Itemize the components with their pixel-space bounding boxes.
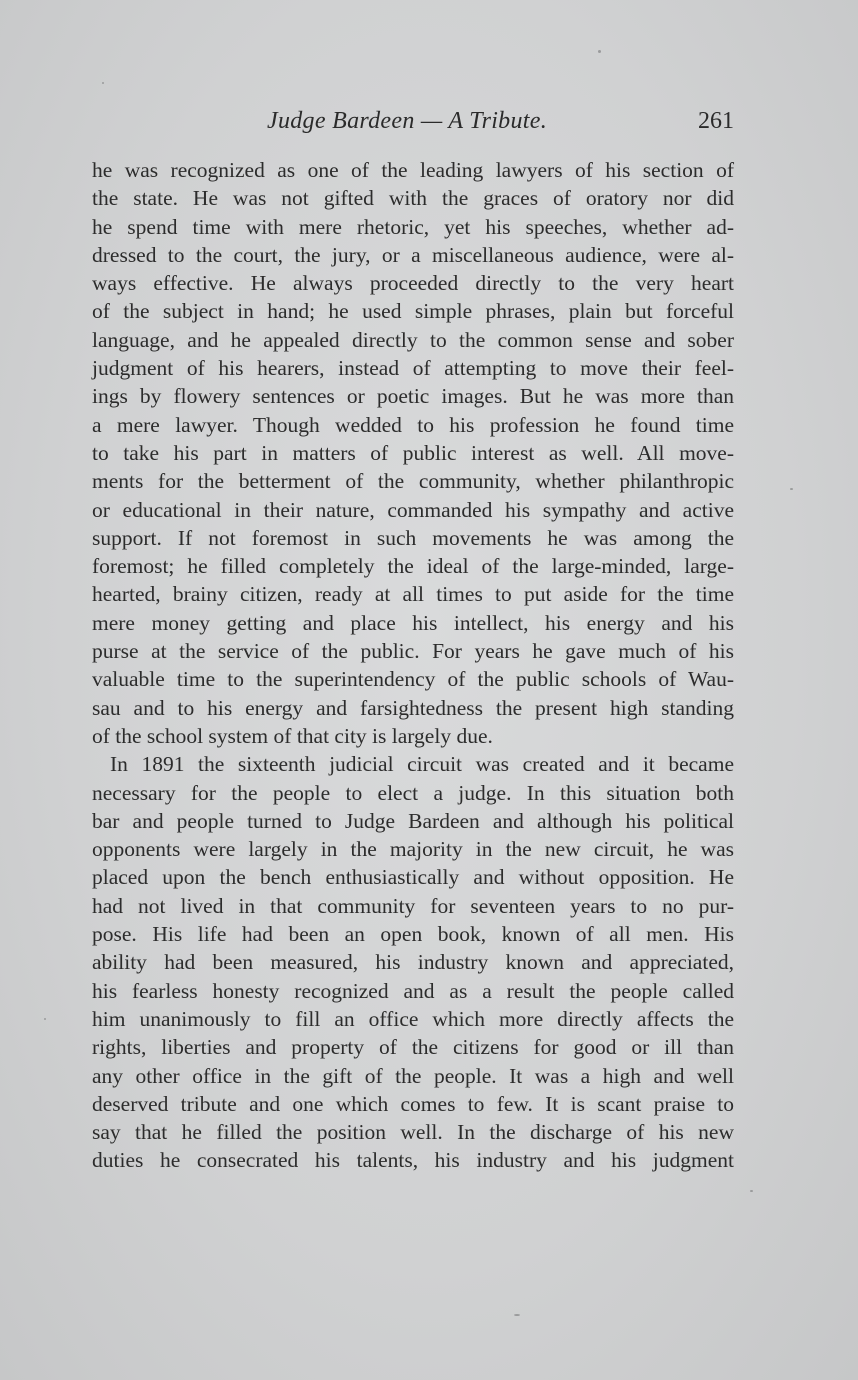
text-line: support. If not foremost in such movements he was among the: [92, 525, 734, 550]
text-line: ments for the betterment of the community, whether philanthropic: [92, 469, 734, 494]
running-title: Judge Bardeen — A Tribute.: [267, 108, 548, 134]
text-line: to take his part in matters of public interest as well. All move-: [92, 440, 734, 465]
text-line: a mere lawyer. Though wedded to his profession he found time: [92, 412, 734, 437]
body-text: [92, 156, 734, 1175]
text-line: ability had been measured, his industry known and appreciated,: [92, 950, 734, 975]
text-line: of the subject in hand; he used simple phrases, plain but forceful: [92, 299, 734, 324]
text-line: or educational in their nature, commanded his sympathy and active: [92, 497, 734, 522]
paragraph-2: [92, 750, 734, 1174]
text-line: deserved tribute and one which comes to few. It is scant praise to: [92, 1091, 734, 1116]
text-line: language, and he appealed directly to the common sense and sober: [92, 327, 734, 352]
text-line: ways effective. He always proceeded directly to the very heart: [92, 271, 734, 296]
text-line: he was recognized as one of the leading lawyers of his section of: [92, 158, 734, 182]
text-line: sau and to his energy and farsightedness the present high standing: [92, 695, 734, 720]
paper-speck: [790, 488, 793, 490]
text-line: necessary for the people to elect a judge. In this situation both: [92, 780, 734, 805]
text-line: of the school system of that city is largely due.: [92, 723, 493, 748]
text-line: he spend time with mere rhetoric, yet his speeches, whether ad-: [92, 214, 734, 239]
text-line: In 1891 the sixteenth judicial circuit was created and it became: [110, 752, 734, 777]
paper-speck: [750, 1190, 753, 1192]
text-line: bar and people turned to Judge Bardeen and although his political: [92, 808, 734, 833]
text-line: duties he consecrated his talents, his industry and his judgment: [92, 1148, 734, 1173]
text-line: placed upon the bench enthusiastically and without opposition. He: [92, 865, 734, 890]
text-line: dressed to the court, the jury, or a miscellaneous audience, were al-: [92, 242, 734, 267]
text-line: pose. His life had been an open book, known of all men. His: [92, 922, 734, 947]
paper-speck: [44, 1018, 46, 1020]
text-line: say that he filled the position well. In the discharge of his new: [92, 1120, 734, 1145]
text-line: his fearless honesty recognized and as a result the people called: [92, 978, 734, 1003]
text-line: opponents were largely in the majority in the new circuit, he was: [92, 837, 734, 862]
paper-speck: [598, 50, 601, 53]
text-line: him unanimously to fill an office which more directly affects the: [92, 1006, 734, 1031]
text-line: ings by flowery sentences or poetic images. But he was more than: [92, 384, 734, 409]
text-line: rights, liberties and property of the citizens for good or ill than: [92, 1035, 734, 1060]
text-line: foremost; he filled completely the ideal of the large-minded, large-: [92, 554, 734, 579]
running-head: [92, 108, 734, 140]
text-line: any other office in the gift of the people. It was a high and well: [92, 1063, 734, 1088]
paragraph-1: [92, 156, 734, 750]
page-number: 261: [698, 108, 734, 134]
text-line: had not lived in that community for seventeen years to no pur-: [92, 893, 734, 918]
paper-speck: [514, 1314, 520, 1316]
paper-speck: [102, 82, 104, 84]
text-line: judgment of his hearers, instead of attempting to move their feel-: [92, 356, 734, 381]
text-line: valuable time to the superintendency of the public schools of Wau-: [92, 667, 734, 692]
text-line: mere money getting and place his intellect, his energy and his: [92, 610, 734, 635]
text-line: hearted, brainy citizen, ready at all times to put aside for the time: [92, 582, 734, 607]
text-line: the state. He was not gifted with the graces of oratory nor did: [92, 186, 734, 211]
text-line: purse at the service of the public. For years he gave much of his: [92, 639, 734, 664]
